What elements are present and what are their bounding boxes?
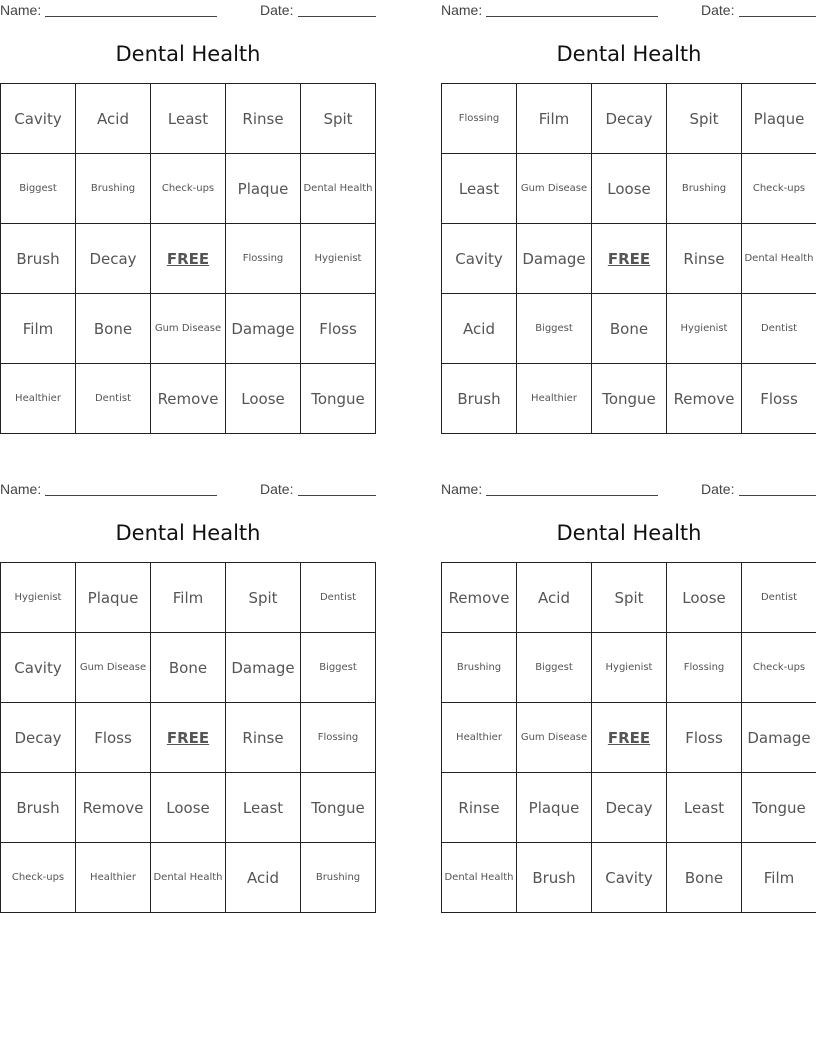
date-label: Date: [260,2,294,18]
bingo-row [1,294,376,364]
bingo-row [442,154,816,224]
bingo-cell: Biggest [1,154,76,224]
bingo-cell: Gum Disease [76,633,151,703]
bingo-row [1,364,376,434]
bingo-cell: Film [151,563,226,633]
bingo-cell: Brush [517,843,592,913]
bingo-cell: Floss [76,703,151,773]
bingo-row [1,563,376,633]
bingo-row [1,633,376,703]
bingo-grid [0,83,376,434]
card-title: Dental Health [115,521,261,545]
bingo-cell: Gum Disease [517,154,592,224]
name-date-row [0,481,376,499]
bingo-cell: Spit [226,563,301,633]
bingo-cell: Cavity [1,84,76,154]
bingo-row [442,563,816,633]
free-space: FREE [592,703,667,773]
bingo-cell: Spit [667,84,742,154]
bingo-cell: Biggest [301,633,376,703]
bingo-cell: Loose [667,563,742,633]
bingo-cell: Spit [301,84,376,154]
bingo-cell: Cavity [1,633,76,703]
date-label: Date: [701,481,735,497]
bingo-cell: Flossing [226,224,301,294]
bingo-cell: Acid [442,294,517,364]
bingo-cell: Film [517,84,592,154]
name-label: Name: [0,2,42,18]
bingo-cell: Bone [151,633,226,703]
bingo-cell: Tongue [742,773,816,843]
bingo-cell: Biggest [517,294,592,364]
bingo-cell: Bone [592,294,667,364]
bingo-cell: Cavity [592,843,667,913]
bingo-row [1,224,376,294]
bingo-cell: Healthier [1,364,76,434]
bingo-cell: Check-ups [151,154,226,224]
bingo-cell: Plaque [742,84,816,154]
bingo-cell: Brush [1,773,76,843]
bingo-cell: Floss [301,294,376,364]
date-blank-line [739,495,816,496]
bingo-grid [441,83,816,434]
bingo-cell: Brushing [76,154,151,224]
bingo-cell: Dental Health [442,843,517,913]
bingo-row [442,294,816,364]
card-title: Dental Health [556,521,702,545]
bingo-cell: Rinse [226,84,301,154]
bingo-cell: Least [226,773,301,843]
bingo-row [1,773,376,843]
bingo-cell: Check-ups [1,843,76,913]
bingo-cell: Film [1,294,76,364]
name-blank-line [486,16,658,17]
bingo-row [442,224,816,294]
bingo-cell: Flossing [442,84,517,154]
date-blank-line [298,495,376,496]
bingo-cell: Flossing [301,703,376,773]
bingo-cell: Dentist [742,294,816,364]
bingo-cell: Dentist [301,563,376,633]
bingo-cell: Remove [151,364,226,434]
bingo-cell: Decay [76,224,151,294]
bingo-cell: Acid [517,563,592,633]
bingo-cell: Damage [226,294,301,364]
bingo-cell: Rinse [667,224,742,294]
date-blank-line [298,16,376,17]
bingo-cell: Least [667,773,742,843]
bingo-cell: Check-ups [742,154,816,224]
bingo-cell: Hygienist [301,224,376,294]
name-date-row [441,481,816,499]
bingo-cell: Rinse [226,703,301,773]
bingo-cell: Hygienist [667,294,742,364]
bingo-cell: Acid [226,843,301,913]
bingo-cell: Dentist [76,364,151,434]
bingo-cell: Dental Health [742,224,816,294]
bingo-cell: Remove [76,773,151,843]
name-date-row [0,2,376,20]
bingo-cell: Dental Health [301,154,376,224]
bingo-row [442,703,816,773]
bingo-cell: Healthier [76,843,151,913]
bingo-cell: Brush [442,364,517,434]
bingo-cell: Tongue [592,364,667,434]
bingo-cell: Healthier [517,364,592,434]
bingo-cell: Floss [667,703,742,773]
bingo-cell: Film [742,843,816,913]
free-space: FREE [592,224,667,294]
bingo-cell: Acid [76,84,151,154]
bingo-cell: Hygienist [592,633,667,703]
bingo-cell: Plaque [226,154,301,224]
bingo-cell: Cavity [442,224,517,294]
bingo-row [1,843,376,913]
free-space: FREE [151,703,226,773]
name-blank-line [45,495,217,496]
card-title: Dental Health [556,42,702,66]
bingo-row [442,773,816,843]
bingo-row [442,843,816,913]
bingo-cell: Brushing [442,633,517,703]
name-label: Name: [441,2,483,18]
name-blank-line [486,495,658,496]
bingo-cell: Brushing [301,843,376,913]
bingo-cell: Damage [517,224,592,294]
bingo-cell: Hygienist [1,563,76,633]
bingo-cell: Floss [742,364,816,434]
bingo-cell: Remove [667,364,742,434]
date-label: Date: [701,2,735,18]
bingo-cell: Tongue [301,364,376,434]
bingo-cell: Brush [1,224,76,294]
bingo-cell: Dentist [742,563,816,633]
bingo-cell: Dental Health [151,843,226,913]
bingo-cell: Decay [592,773,667,843]
bingo-cell: Plaque [76,563,151,633]
card-title: Dental Health [115,42,261,66]
bingo-cell: Brushing [667,154,742,224]
bingo-row [1,703,376,773]
bingo-cell: Check-ups [742,633,816,703]
free-space: FREE [151,224,226,294]
bingo-cell: Flossing [667,633,742,703]
bingo-cell: Spit [592,563,667,633]
name-label: Name: [441,481,483,497]
bingo-cell: Bone [76,294,151,364]
bingo-cell: Gum Disease [151,294,226,364]
bingo-cell: Loose [151,773,226,843]
bingo-cell: Damage [742,703,816,773]
bingo-cell: Loose [226,364,301,434]
bingo-cell: Decay [592,84,667,154]
bingo-cell: Damage [226,633,301,703]
bingo-cell: Gum Disease [517,703,592,773]
bingo-grid [0,562,376,913]
date-blank-line [739,16,816,17]
bingo-cell: Tongue [301,773,376,843]
bingo-cell: Least [151,84,226,154]
bingo-cell: Decay [1,703,76,773]
bingo-cell: Biggest [517,633,592,703]
bingo-cell: Healthier [442,703,517,773]
date-label: Date: [260,481,294,497]
name-label: Name: [0,481,42,497]
bingo-grid [441,562,816,913]
bingo-row [1,154,376,224]
name-blank-line [45,16,217,17]
bingo-row [1,84,376,154]
name-date-row [441,2,816,20]
bingo-row [442,364,816,434]
bingo-row [442,633,816,703]
bingo-cell: Remove [442,563,517,633]
bingo-cell: Bone [667,843,742,913]
bingo-cell: Loose [592,154,667,224]
bingo-row [442,84,816,154]
bingo-cell: Least [442,154,517,224]
bingo-cell: Plaque [517,773,592,843]
bingo-cell: Rinse [442,773,517,843]
